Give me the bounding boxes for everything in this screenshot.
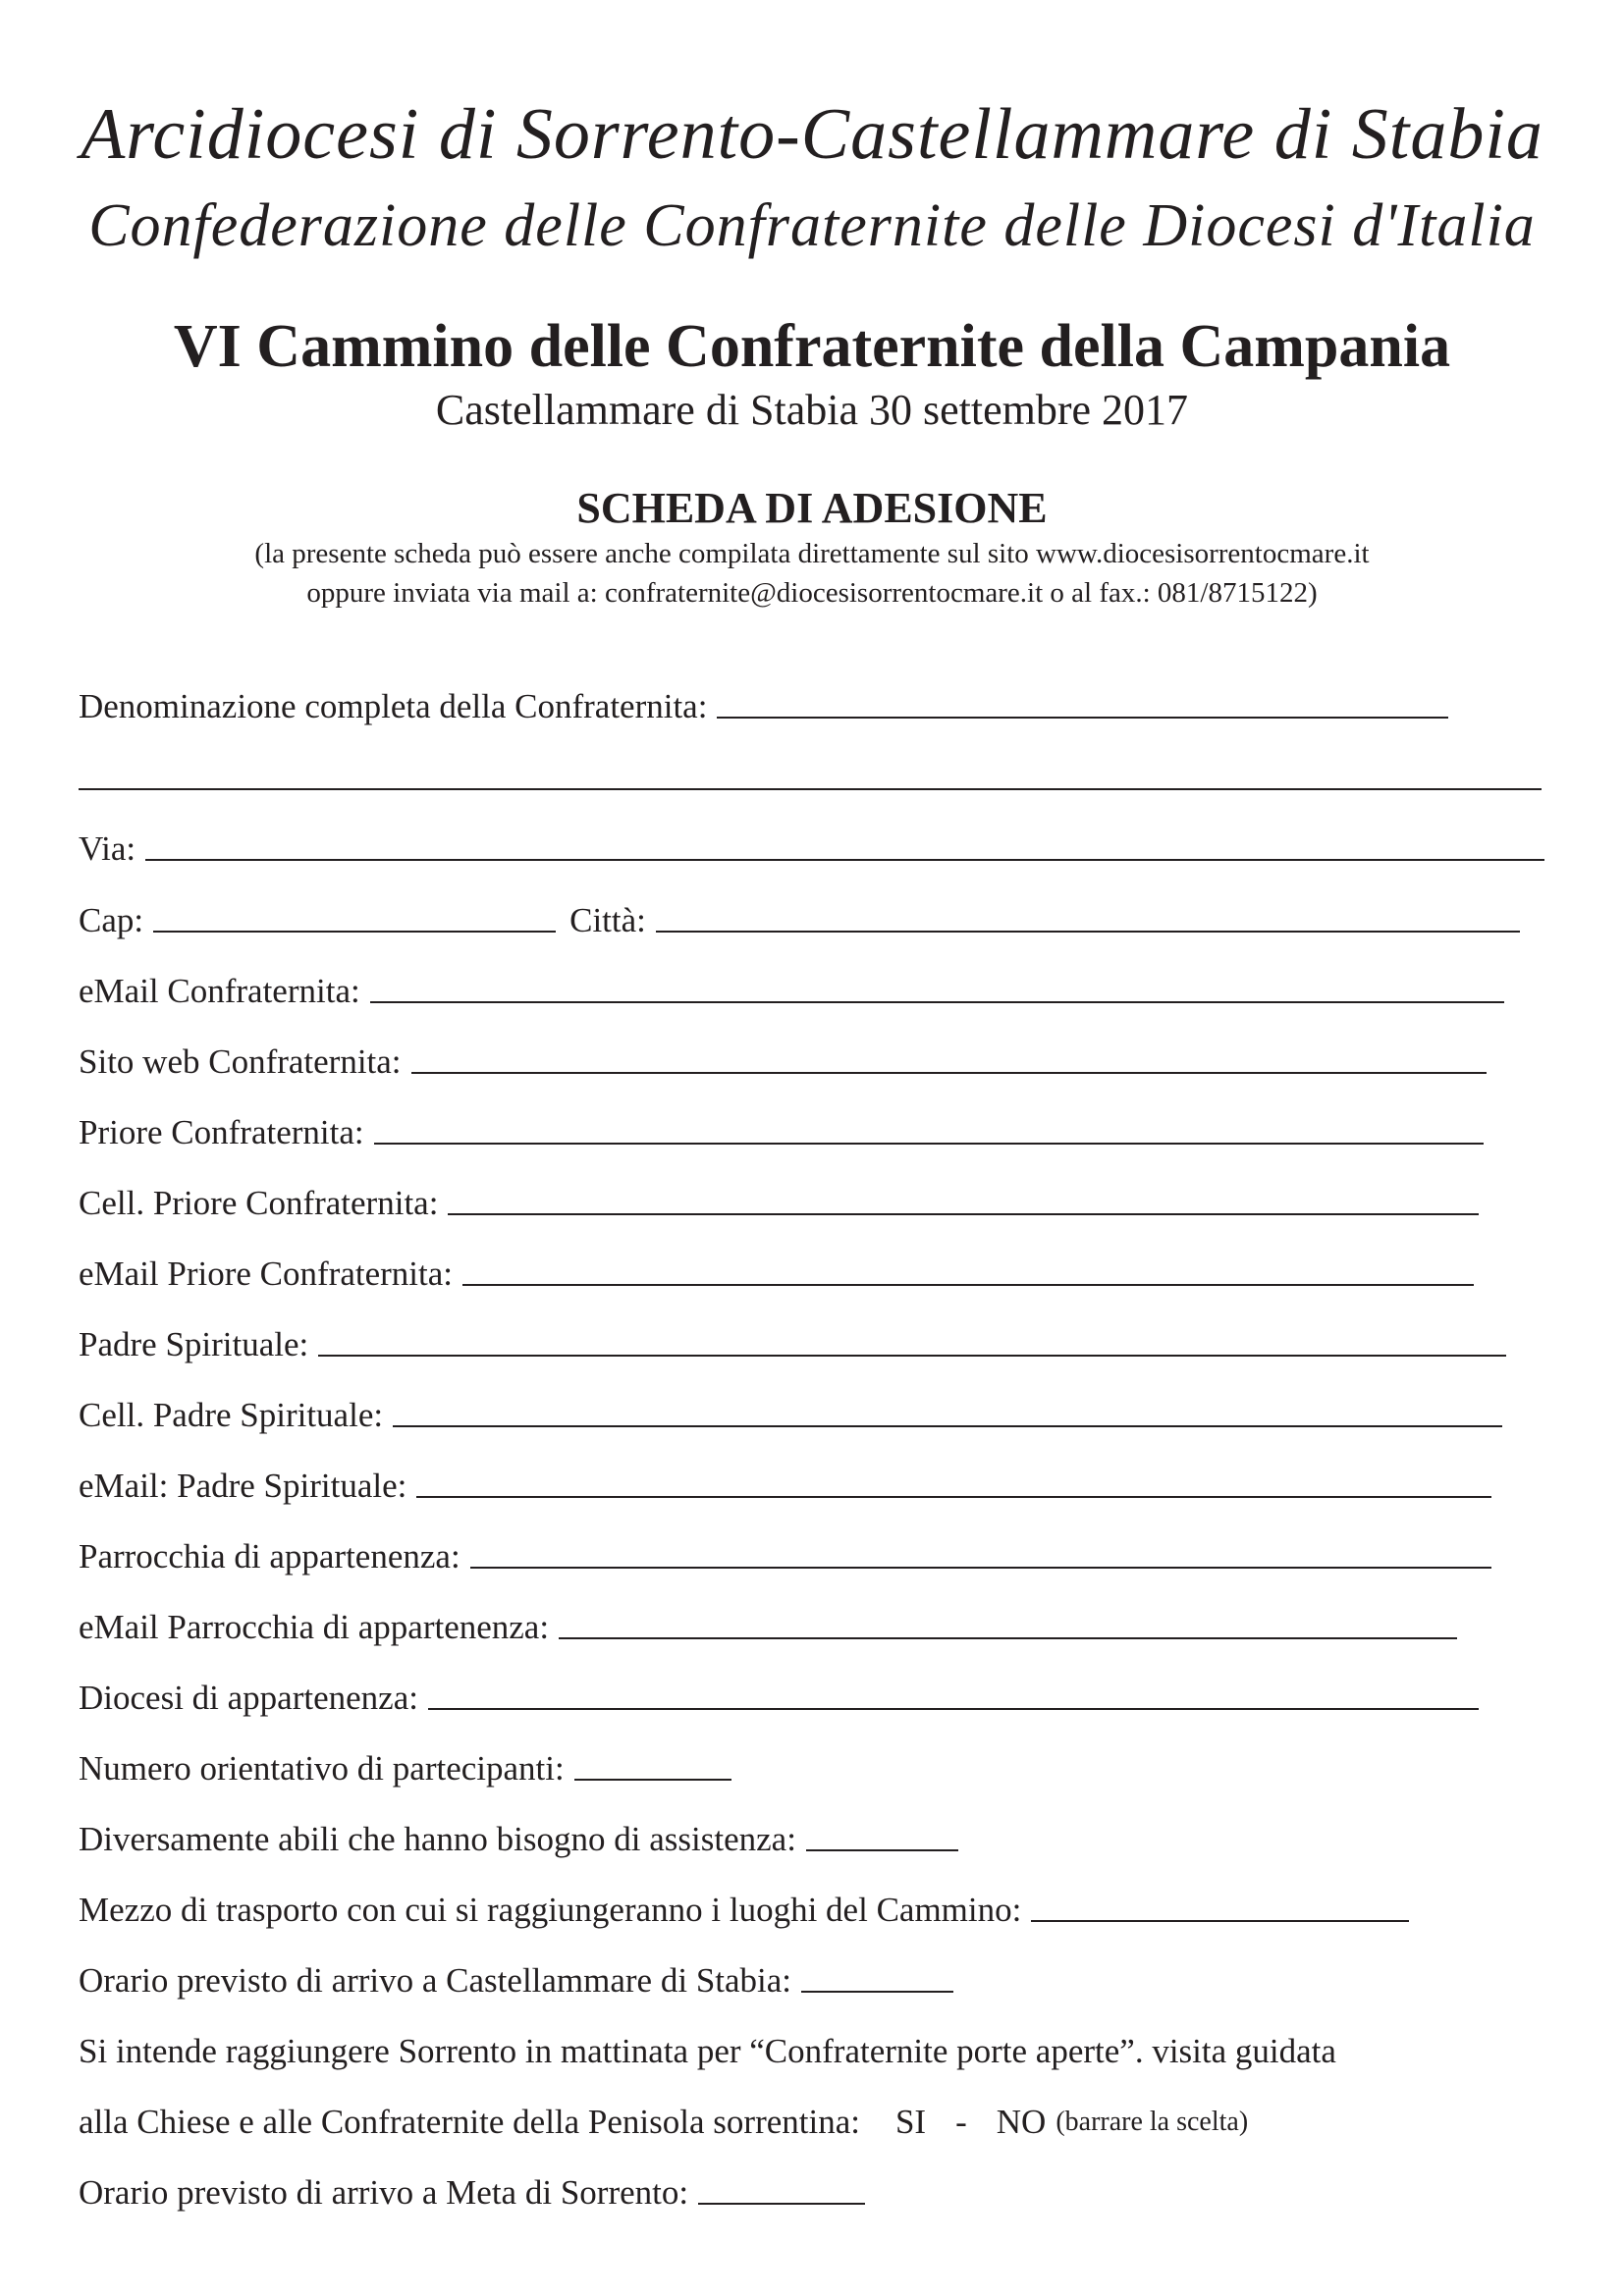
padre-spirituale-label: Padre Spirituale:: [79, 1325, 309, 1363]
citta-label: Città:: [569, 901, 646, 939]
confederation-header: Confederazione delle Confraternite delle Diocesi d'Italia: [88, 192, 1536, 259]
form-note-line2: oppure inviata via mail a: confraternite@diocesisorrentocmare.it o al fax.: 081/8715122): [306, 577, 1318, 609]
event-title: VI Cammino delle Confraternite della Campania: [173, 313, 1451, 380]
priore-input[interactable]: [374, 1113, 1484, 1145]
field-email-parrocchia: [79, 1598, 1457, 1647]
field-orario-meta: [79, 2163, 865, 2213]
cell-padre-label: Cell. Padre Spirituale:: [79, 1396, 384, 1434]
field-email-padre: [79, 1457, 1491, 1506]
email-padre-label: eMail: Padre Spirituale:: [79, 1467, 407, 1505]
citta-input[interactable]: [656, 901, 1520, 933]
cell-priore-input[interactable]: [448, 1184, 1479, 1215]
orario-meta-input[interactable]: [698, 2173, 865, 2205]
field-mezzo-trasporto: [79, 1881, 1409, 1930]
field-denominazione: [79, 677, 1448, 726]
email-confraternita-input[interactable]: [370, 972, 1504, 1003]
choice-no[interactable]: NO: [996, 2103, 1047, 2141]
denominazione-input[interactable]: [717, 687, 1448, 719]
field-cell-priore: [79, 1174, 1479, 1223]
denominazione-label: Denominazione completa della Confraternita:: [79, 687, 708, 725]
sorrento-question-line2: [79, 2093, 1248, 2142]
sito-web-label: Sito web Confraternita:: [79, 1042, 402, 1081]
orario-castellammare-input[interactable]: [801, 1961, 953, 1993]
numero-partecipanti-label: Numero orientativo di partecipanti:: [79, 1749, 565, 1788]
field-parrocchia: [79, 1527, 1491, 1576]
field-email-priore: [79, 1245, 1474, 1294]
cell-padre-input[interactable]: [393, 1396, 1502, 1427]
field-email-confraternita: [79, 962, 1504, 1011]
field-sito-web: [79, 1033, 1487, 1082]
field-cap-citta: [79, 891, 1520, 940]
event-place-date: Castellammare di Stabia 30 settembre 2017: [435, 386, 1189, 434]
denominazione-input-line2[interactable]: [79, 788, 1542, 790]
padre-spirituale-input[interactable]: [318, 1325, 1506, 1357]
field-priore: [79, 1103, 1484, 1152]
mezzo-trasporto-label: Mezzo di trasporto con cui si raggiungeranno i luoghi del Cammino:: [79, 1891, 1022, 1929]
choice-hint: (barrare la scelta): [1056, 2107, 1249, 2137]
orario-meta-label: Orario previsto di arrivo a Meta di Sorrento:: [79, 2173, 689, 2212]
parrocchia-input[interactable]: [470, 1537, 1491, 1569]
email-confraternita-label: eMail Confraternita:: [79, 972, 360, 1010]
field-padre-spirituale: [79, 1315, 1506, 1364]
choice-si[interactable]: SI: [894, 2103, 927, 2141]
field-cell-padre: [79, 1386, 1502, 1435]
parrocchia-label: Parrocchia di appartenenza:: [79, 1537, 460, 1575]
numero-partecipanti-input[interactable]: [574, 1749, 731, 1781]
priore-label: Priore Confraternita:: [79, 1113, 364, 1151]
cap-label: Cap:: [79, 901, 144, 939]
diocesi-input[interactable]: [428, 1679, 1479, 1710]
sorrento-question-line1: [79, 2022, 1346, 2071]
field-diocesi: [79, 1669, 1479, 1718]
diocesi-label: Diocesi di appartenenza:: [79, 1679, 418, 1717]
sorrento-question-text2: alla Chiese e alle Confraternite della Penisola sorrentina:: [79, 2103, 860, 2141]
sito-web-input[interactable]: [411, 1042, 1487, 1074]
email-priore-input[interactable]: [462, 1255, 1474, 1286]
mezzo-trasporto-input[interactable]: [1031, 1891, 1409, 1922]
diversamente-abili-label: Diversamente abili che hanno bisogno di assistenza:: [79, 1820, 796, 1858]
email-priore-label: eMail Priore Confraternita:: [79, 1255, 453, 1293]
diocese-header: Arcidiocesi di Sorrento-Castellammare di Stabia: [81, 94, 1543, 175]
field-orario-castellammare: [79, 1951, 953, 2001]
form-note-line1: (la presente scheda può essere anche compilata direttamente sul sito www.diocesisorrentocmare.it: [254, 538, 1370, 569]
cell-priore-label: Cell. Priore Confraternita:: [79, 1184, 439, 1222]
sorrento-question-text1: Si intende raggiungere Sorrento in mattinata per “Confraternite porte aperte”. visita guidata: [79, 2032, 1336, 2070]
orario-castellammare-label: Orario previsto di arrivo a Castellammare di Stabia:: [79, 1961, 792, 2000]
field-diversamente-abili: [79, 1810, 958, 1859]
field-numero-partecipanti: [79, 1739, 731, 1789]
email-parrocchia-label: eMail Parrocchia di appartenenza:: [79, 1608, 550, 1646]
via-label: Via:: [79, 829, 136, 868]
form-title: SCHEDA DI ADESIONE: [576, 484, 1048, 532]
email-parrocchia-input[interactable]: [559, 1608, 1457, 1639]
choice-separator: -: [955, 2103, 967, 2141]
cap-input[interactable]: [153, 901, 556, 933]
via-input[interactable]: [145, 829, 1544, 861]
field-via: [79, 820, 1544, 869]
diversamente-abili-input[interactable]: [806, 1820, 958, 1851]
email-padre-input[interactable]: [416, 1467, 1491, 1498]
